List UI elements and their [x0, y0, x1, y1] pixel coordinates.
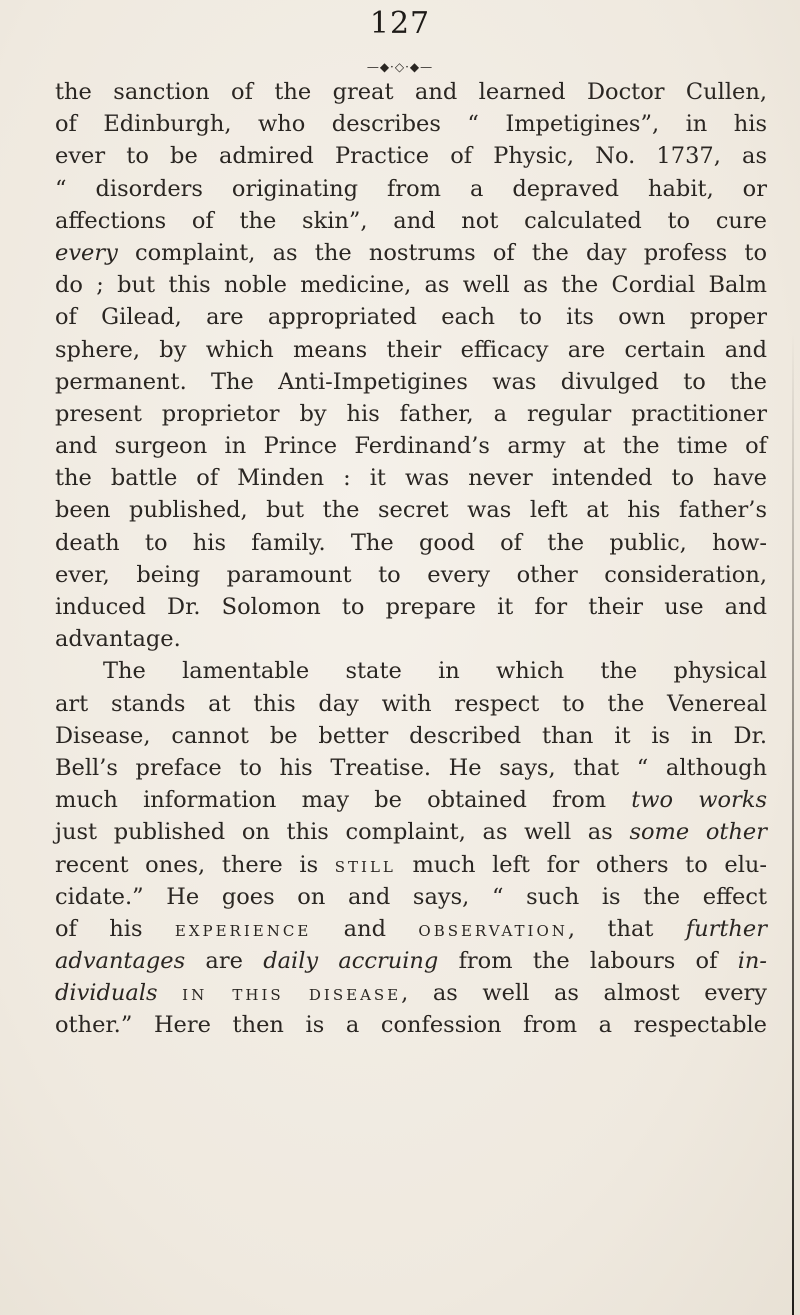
text-line: and surgeon in Prince Ferdinand’s army at the time of	[55, 433, 767, 460]
text-line: Disease, cannot be better described than it is in Dr.	[55, 722, 767, 749]
text-line: do ; but this noble medicine, as well as the Cordial Balm	[55, 272, 767, 299]
small-caps-text: IN THIS DISEASE	[182, 986, 402, 1005]
text-line: “ disorders originating from a depraved habit, or	[55, 175, 767, 202]
italic-text: some other	[629, 819, 768, 846]
page-edge-shadow	[792, 330, 794, 1315]
text-line: The lamentable state in which the physical	[103, 658, 767, 685]
body-text	[55, 76, 767, 1042]
text-line: recent ones, there is STILL much left for others to elu-	[55, 851, 768, 878]
text-line: the sanction of the great and learned Doctor Cullen,	[55, 79, 767, 105]
italic-text: further	[685, 915, 767, 942]
italic-text: two works	[631, 787, 767, 814]
text-line: of Edinburgh, who describes “ Impetigines”, in his	[55, 111, 767, 138]
text-line: the battle of Minden : it was never intended to have	[55, 465, 767, 492]
italic-text: dividuals	[55, 980, 158, 1007]
header-ornament: —◆·◇·◆—	[366, 60, 434, 74]
italic-text: daily accruing	[263, 948, 439, 975]
italic-text: every	[55, 239, 118, 266]
text-line: affections of the skin”, and not calculated to cure	[55, 207, 767, 234]
italic-text: in-	[737, 948, 767, 975]
text-line: sphere, by which means their efficacy are certain and	[55, 336, 767, 363]
small-caps-text: OBSERVATION	[418, 921, 568, 940]
small-caps-text: STILL	[334, 857, 396, 876]
text-line: permanent. The Anti-Impetigines was divulged to the	[55, 368, 767, 395]
small-caps-text: EXPERIENCE	[174, 921, 312, 940]
text-line: cidate.” He goes on and says, “ such is the effect	[55, 883, 767, 910]
text-line: Bell’s preface to his Treatise. He says, that “ although	[55, 754, 767, 781]
text-line: induced Dr. Solomon to prepare it for their use and	[55, 594, 767, 620]
text-line: ever, being paramount to every other consideration,	[55, 561, 767, 588]
text-line: just published on this complaint, as well as some other	[55, 819, 768, 846]
text-line: death to his family. The good of the public, how-	[55, 529, 767, 556]
text-line: dividuals IN THIS DISEASE, as well as almost every	[55, 980, 767, 1007]
text-line: ever to be admired Practice of Physic, No. 1737, as	[55, 143, 767, 170]
text-line: other.” Here then is a confession from a respectable	[55, 1012, 767, 1039]
text-line: advantage.	[55, 626, 181, 653]
italic-text: advantages	[55, 948, 186, 975]
text-line: of his EXPERIENCE and OBSERVATION, that further	[55, 915, 767, 942]
text-line: been published, but the secret was left at his father’s	[55, 497, 767, 524]
text-line: much information may be obtained from two works	[55, 787, 767, 814]
page-number: 127	[369, 6, 431, 41]
text-line: advantages are daily accruing from the labours of in-	[55, 948, 767, 975]
text-line: of Gilead, are appropriated each to its own proper	[55, 304, 767, 331]
text-line: art stands at this day with respect to the Venereal	[55, 690, 767, 717]
text-line: every complaint, as the nostrums of the day profess to	[55, 239, 767, 266]
text-line: present proprietor by his father, a regular practitioner	[55, 400, 767, 427]
